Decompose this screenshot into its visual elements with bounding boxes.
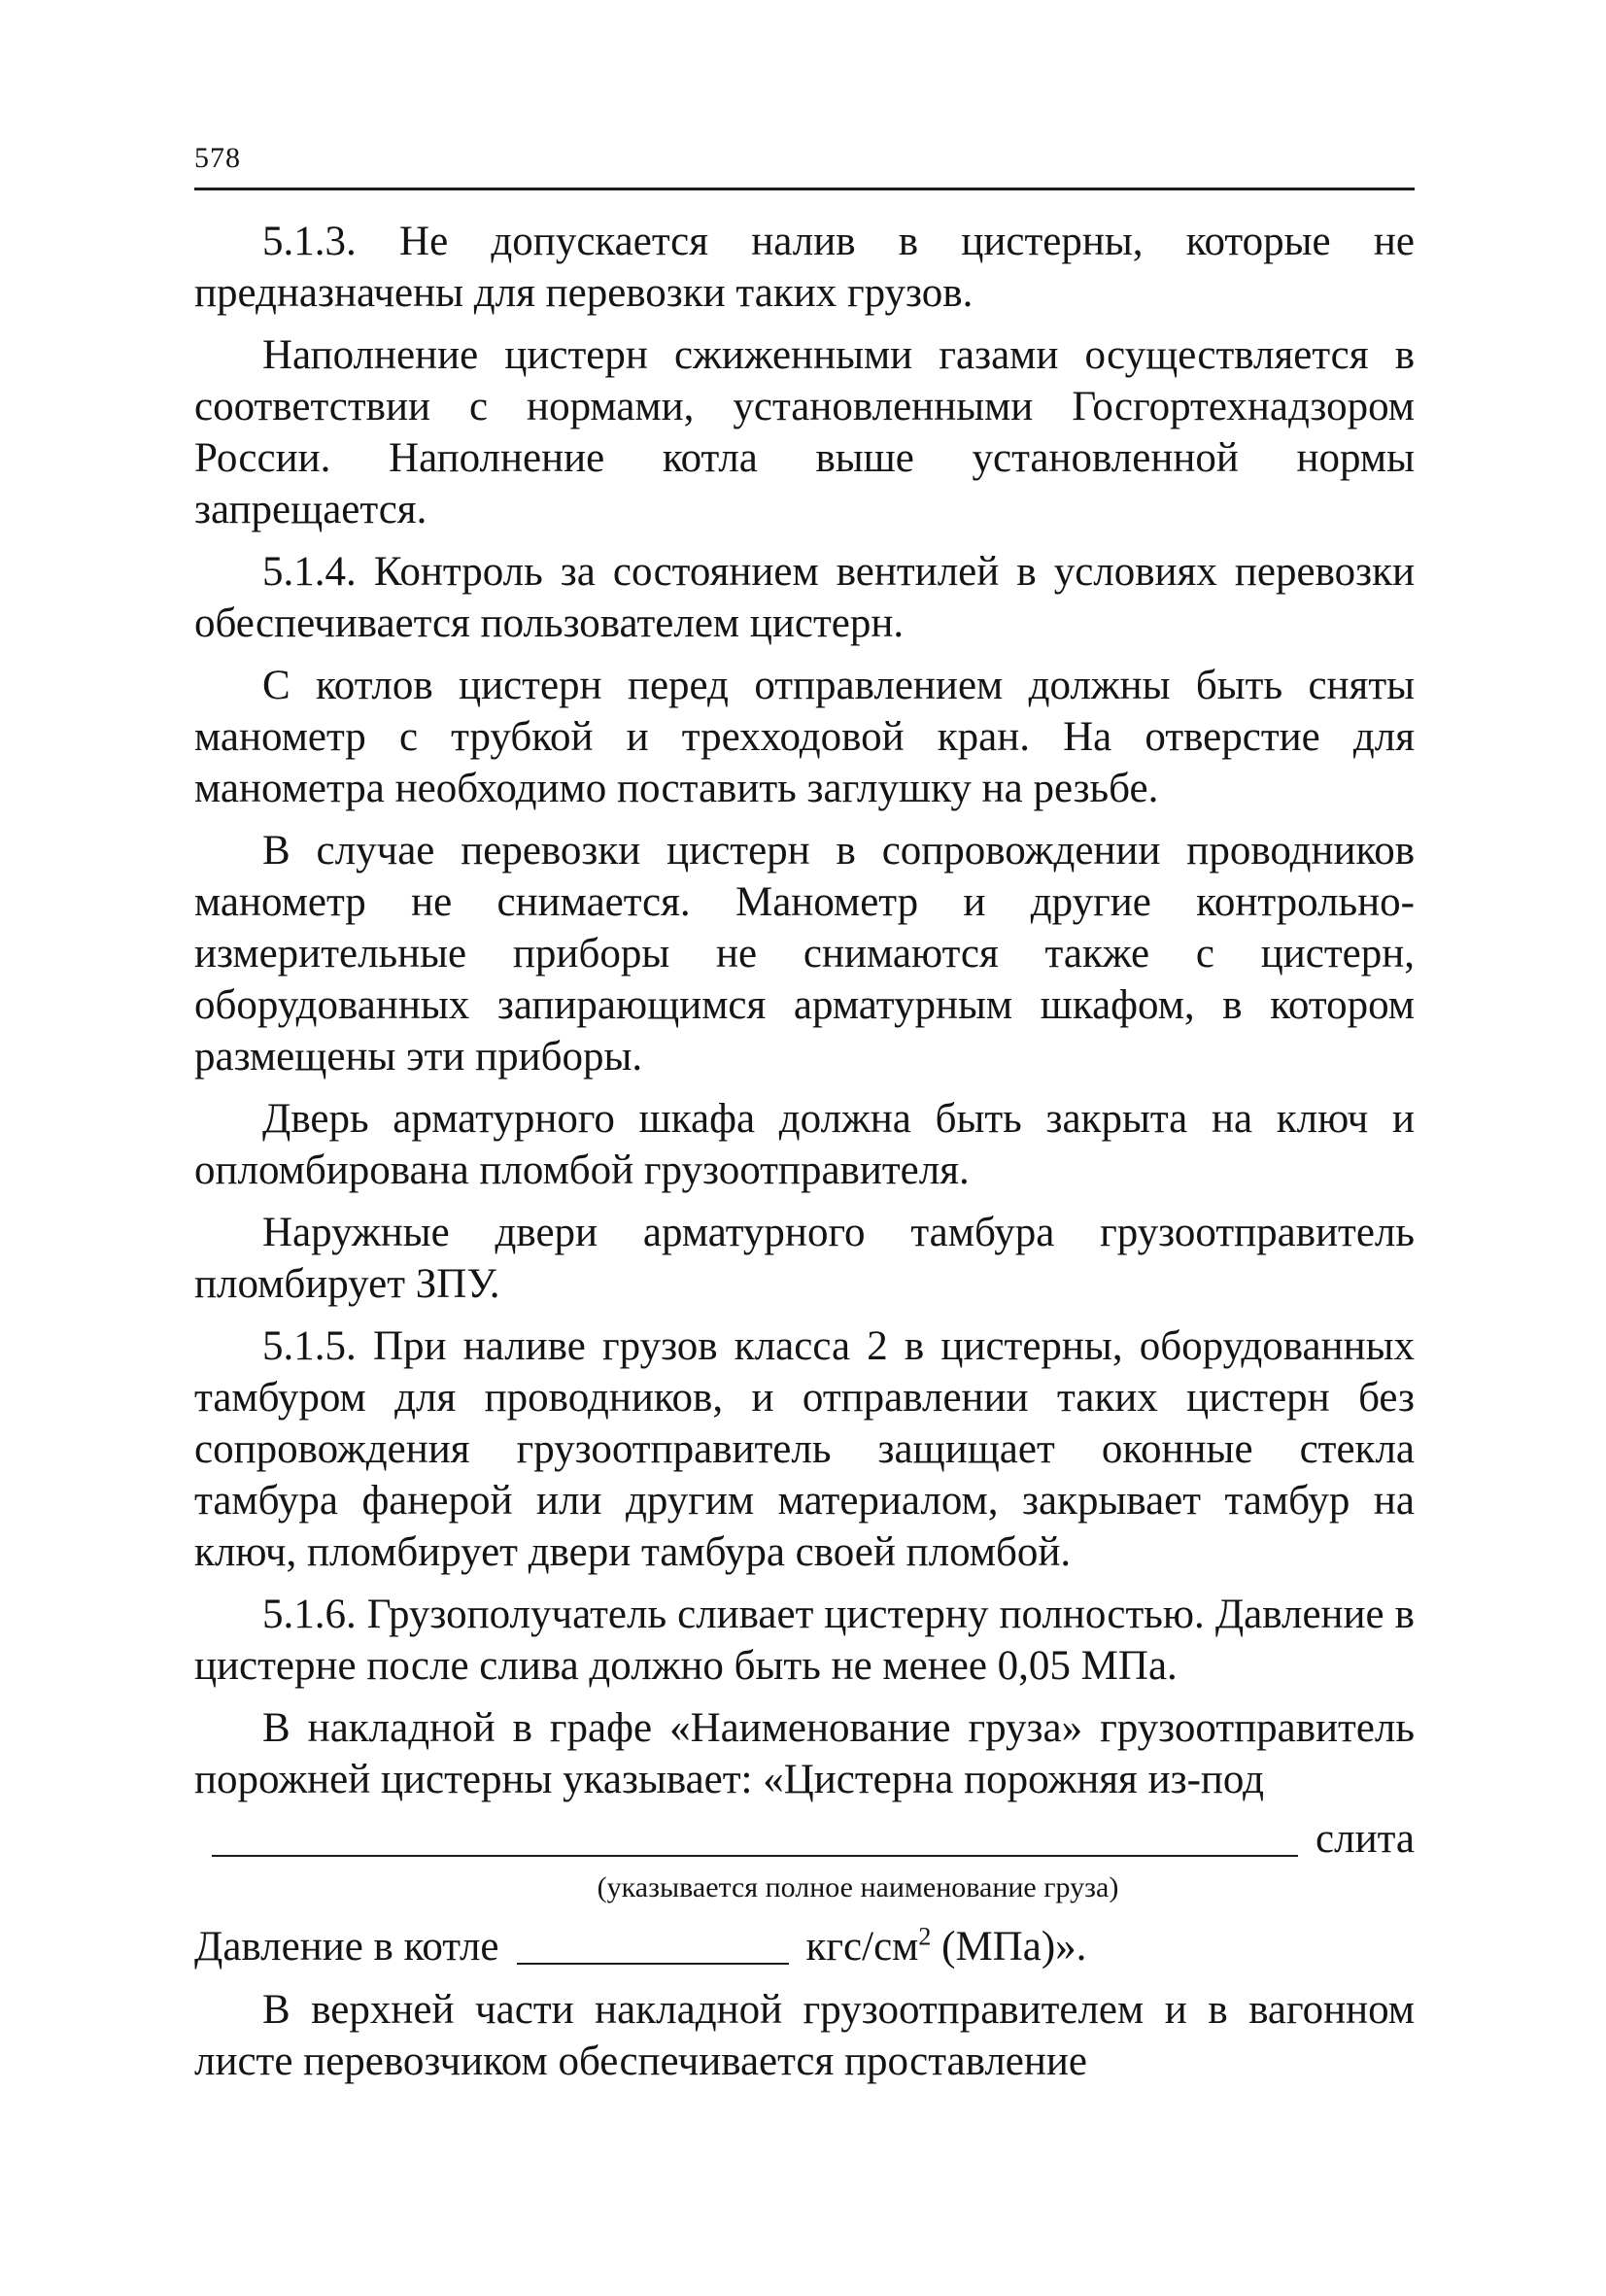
page-number: 578 xyxy=(194,142,241,174)
paragraph-5-1-5: 5.1.5. При наливе грузов класса 2 в цистерны, оборудованных тамбуром для проводников, и отправлении таких цистерн без сопровождения грузоотправитель защищает оконные стекла тамбура фанерой или другим материалом, закрывает тамбур на ключ, пломбирует двери тамбура своей пломбой. xyxy=(194,1323,1415,1575)
cargo-name-line xyxy=(194,1813,1415,1865)
pressure-blank xyxy=(517,1924,789,1965)
paragraph-5-1-6: 5.1.6. Грузополучатель сливает цистерну полностью. Давление в цистерне после слива должно быть не менее 0,05 МПа. xyxy=(194,1592,1415,1689)
paragraph-vestibule-doors: Наружные двери арматурного тамбура грузоотправитель пломбирует ЗПУ. xyxy=(194,1210,1415,1307)
paragraph-manometer-removal: С котлов цистерн перед отправлением должны быть сняты манометр с трубкой и трехходовой кран. На отверстие для манометра необходимо поставить заглушку на резьбе. xyxy=(194,663,1415,811)
paragraph-5-1-4: 5.1.4. Контроль за состоянием вентилей в условиях перевозки обеспечивается пользователем цистерн. xyxy=(194,549,1415,646)
header-rule xyxy=(194,188,1415,190)
pressure-label: Давление в котле xyxy=(194,1924,499,1970)
body-text xyxy=(194,216,1415,2098)
cargo-name-blank xyxy=(212,1816,1298,1857)
pressure-line xyxy=(194,1921,1415,1972)
paragraph-waybill-entry: В накладной в графе «Наименование груза» грузоотправитель порожней цистерны указывает: «Цистерна порожняя из-под xyxy=(194,1705,1415,1802)
pressure-unit-superscript: 2 xyxy=(918,1922,932,1951)
pressure-unit xyxy=(806,1921,1087,1972)
paragraph-cabinet-door: Дверь арматурного шкафа должна быть закрыта на ключ и опломбирована пломбой грузоотправителя. xyxy=(194,1096,1415,1193)
paragraph-5-1-3: 5.1.3. Не допускается налив в цистерны, которые не предназначены для перевозки таких грузов. xyxy=(194,219,1415,316)
paragraph-final: В верхней части накладной грузоотправителем и в вагонном листе перевозчиком обеспечивается проставление xyxy=(194,1987,1415,2084)
paragraph-liquefied-gas-filling: Наполнение цистерн сжиженными газами осуществляется в соответствии с нормами, установленными Госгортехнадзором России. Наполнение котла выше установленной нормы запрещается. xyxy=(194,332,1415,532)
cargo-name-line-end: слита xyxy=(1316,1816,1415,1862)
pressure-unit-base: кгс/см xyxy=(805,1924,919,1970)
cargo-name-caption: (указывается полное наименование груза) xyxy=(597,1871,1119,1903)
paragraph-escorted-transport: В случае перевозки цистерн в сопровождении проводников манометр не снимается. Манометр и другие контрольно-измерительные приборы не снимаются также с цистерн, оборудованных запирающимся арматурным шкафом, в котором размещены эти приборы. xyxy=(194,828,1415,1079)
pressure-unit-mpa: (МПа)». xyxy=(941,1924,1087,1970)
